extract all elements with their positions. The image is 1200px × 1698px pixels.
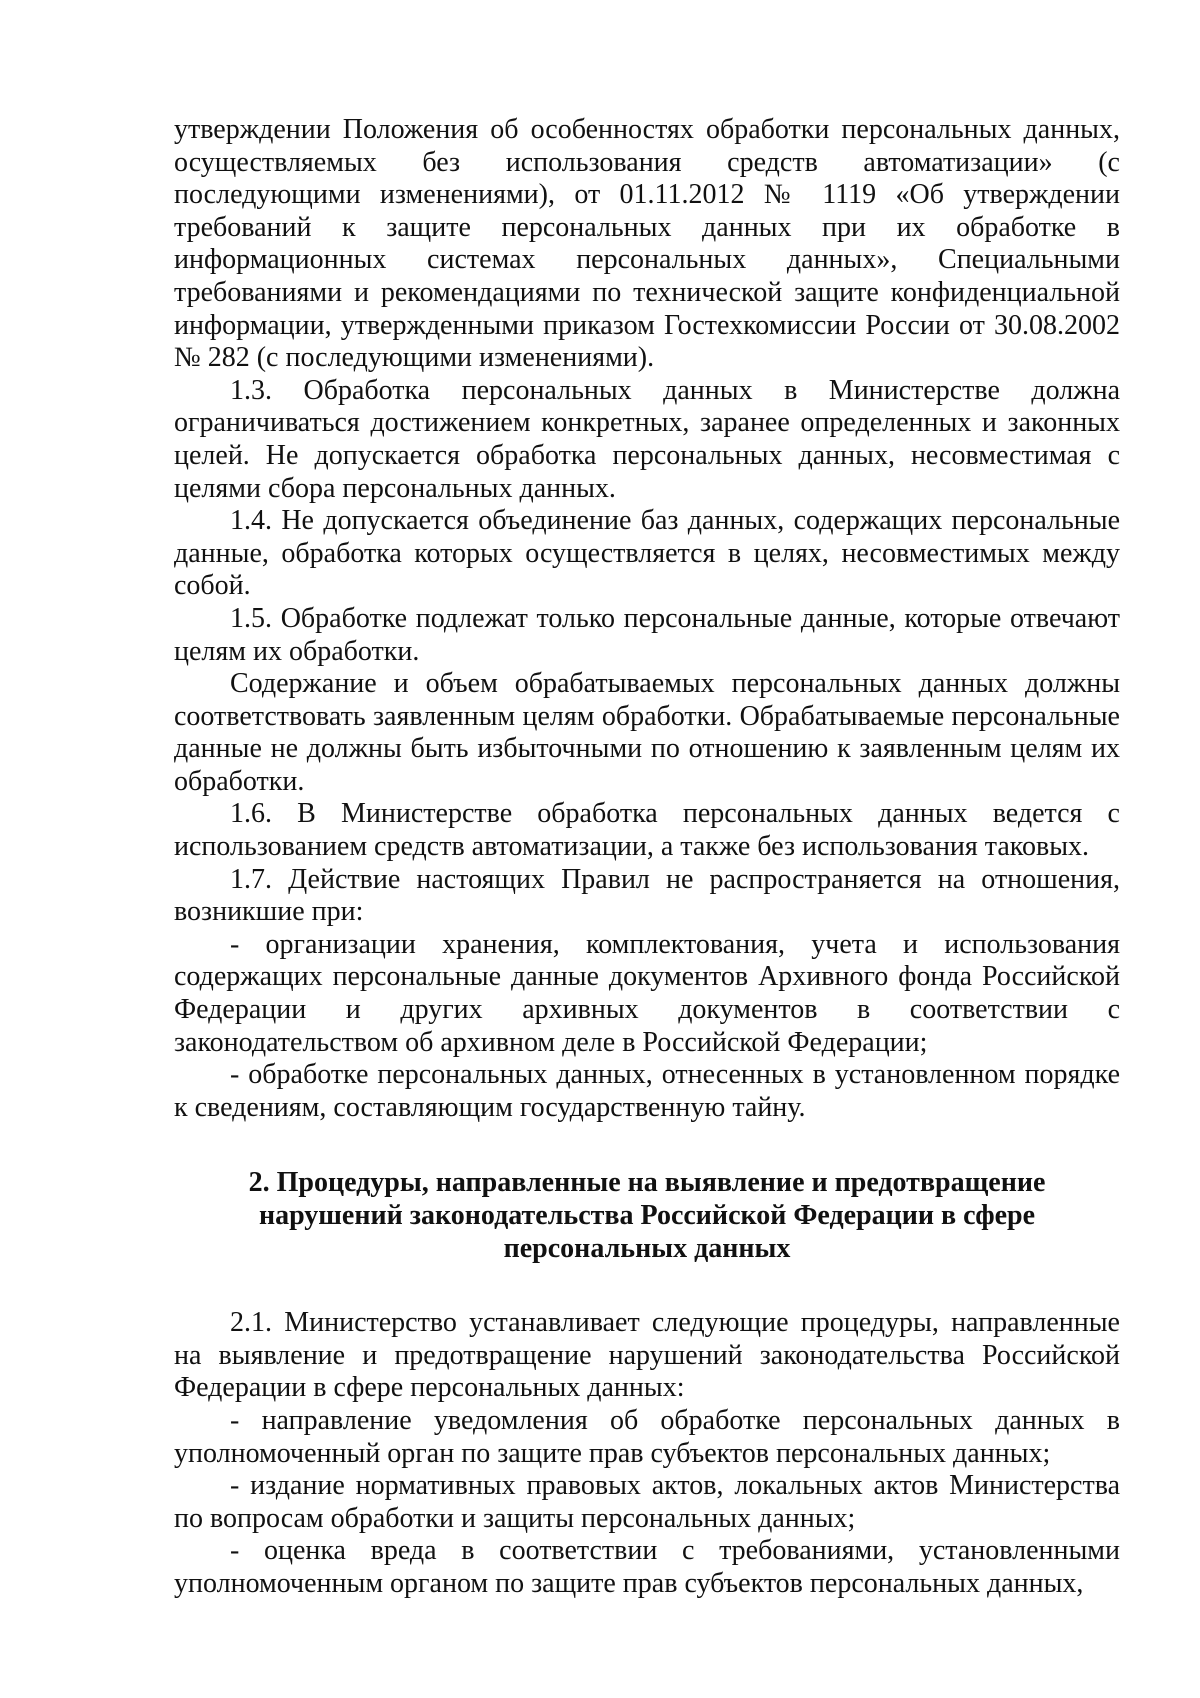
paragraph-1-4: 1.4. Не допускается объединение баз данных, содержащих персональные данные, обработка которых осуществляется в целях, несовместимых между собой. [174,505,1120,602]
paragraph-content-volume: Содержание и объем обрабатываемых персональных данных должны соответствовать заявленным целям обработки. Обрабатываемые персональные данные не должны быть избыточными по отношению к заявленным целям их обработки. [174,668,1120,797]
paragraph-1-7: 1.7. Действие настоящих Правил не распространяется на отношения, возникшие при: [174,863,1120,928]
list-item-legal-acts: - издание нормативных правовых актов, локальных актов Министерства по вопросам обработки и защиты персональных данных; [174,1470,1120,1534]
section-heading-line-2: нарушений законодательства Российской Федерации в сфере [258,1200,1036,1231]
paragraph-1-6: 1.6. В Министерстве обработка персональных данных ведется с использованием средств автоматизации, а также без использования таковых. [174,798,1120,863]
paragraph-1-3: 1.3. Обработка персональных данных в Министерстве должна ограничиваться достижением конкретных, заранее определенных и законных целей. Не допускается обработка персональных данных, несовместимая с целями сбора персональных данных. [174,374,1120,504]
paragraph-intro: утверждении Положения об особенностях обработки персональных данных, осуществляемых без использования средств автоматизации» (с последующими изменениями), от 01.11.2012 № 1119 «Об утверждении требований к защите персональных данных при их обработке в информационных системах персональных данных», Специальными требованиями и рекомендациями по технической защите конфиденциальной информации, утвержденными приказом Гостехкомиссии России от 30.08.2002 № 282 (с последующими изменениями). [174,114,1120,374]
list-item-notification: - направление уведомления об обработке персональных данных в уполномоченный орган по защите прав субъектов персональных данных; [174,1404,1120,1469]
paragraph-1-5: 1.5. Обработке подлежат только персональные данные, которые отвечают целям их обработки. [174,602,1120,667]
paragraph-2-1: 2.1. Министерство устанавливает следующие процедуры, направленные на выявление и предотвращение нарушений законодательства Российской Федерации в сфере персональных данных: [174,1307,1120,1404]
section-heading-line-1: 2. Процедуры, направленные на выявление и предотвращение [248,1167,1046,1199]
section-heading [174,1167,1120,1265]
document-page [174,114,1120,1601]
section-heading-line-3: персональных данных [503,1232,791,1264]
list-item-harm-assessment: - оценка вреда в соответствии с требованиями, установленными уполномоченным органом по защите прав субъектов персональных данных, [174,1535,1120,1599]
list-item-state-secret: - обработке персональных данных, отнесенных в установленном порядке к сведениям, составляющим государственную тайну. [174,1059,1120,1123]
list-item-archive: - организации хранения, комплектования, учета и использования содержащих персональные данные документов Архивного фонда Российской Федерации и других архивных документов в соответствии с законодательством об архивном деле в Российской Федерации; [174,928,1120,1058]
